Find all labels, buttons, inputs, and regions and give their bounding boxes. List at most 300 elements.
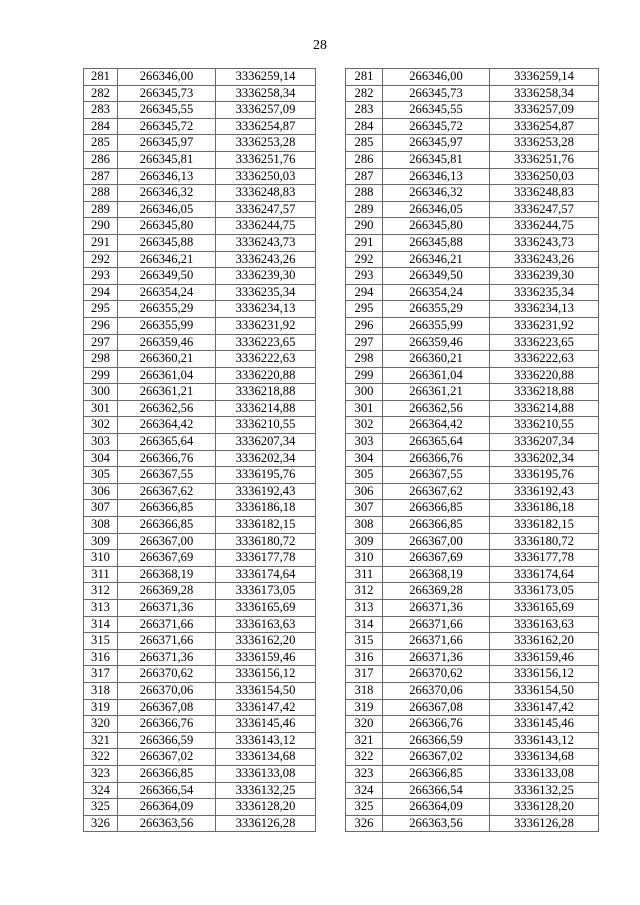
table-row	[346, 69, 599, 86]
x-coordinate-cell: 266345,72	[118, 118, 216, 135]
point-number-cell: 288	[346, 185, 383, 202]
table-row	[84, 682, 316, 699]
table-row	[346, 517, 599, 534]
y-coordinate-cell: 3336220,88	[216, 367, 316, 384]
y-coordinate-cell: 3336147,42	[490, 699, 599, 716]
x-coordinate-cell: 266363,56	[383, 815, 490, 832]
point-number-cell: 304	[84, 450, 118, 467]
point-number-cell: 292	[84, 251, 118, 268]
y-coordinate-cell: 3336243,73	[216, 234, 316, 251]
point-number-cell: 285	[346, 135, 383, 152]
y-coordinate-cell: 3336186,18	[216, 500, 316, 517]
table-row	[346, 566, 599, 583]
y-coordinate-cell: 3336235,34	[490, 284, 599, 301]
table-row	[84, 417, 316, 434]
table-row	[84, 334, 316, 351]
table-row	[346, 616, 599, 633]
y-coordinate-cell: 3336195,76	[490, 467, 599, 484]
y-coordinate-cell: 3336145,46	[216, 716, 316, 733]
x-coordinate-cell: 266345,55	[118, 102, 216, 119]
x-coordinate-cell: 266354,24	[383, 284, 490, 301]
point-number-cell: 291	[84, 234, 118, 251]
y-coordinate-cell: 3336126,28	[490, 815, 599, 832]
point-number-cell: 318	[84, 682, 118, 699]
y-coordinate-cell: 3336133,08	[490, 765, 599, 782]
x-coordinate-cell: 266361,04	[118, 367, 216, 384]
x-coordinate-cell: 266345,81	[118, 151, 216, 168]
x-coordinate-cell: 266371,36	[118, 649, 216, 666]
table-row	[346, 500, 599, 517]
y-coordinate-cell: 3336235,34	[216, 284, 316, 301]
table-row	[84, 69, 316, 86]
table-row	[84, 533, 316, 550]
y-coordinate-cell: 3336254,87	[216, 118, 316, 135]
y-coordinate-cell: 3336134,68	[490, 749, 599, 766]
x-coordinate-cell: 266366,76	[118, 450, 216, 467]
point-number-cell: 313	[84, 600, 118, 617]
table-row	[346, 815, 599, 832]
y-coordinate-cell: 3336214,88	[490, 400, 599, 417]
x-coordinate-cell: 266349,50	[118, 268, 216, 285]
point-number-cell: 309	[84, 533, 118, 550]
y-coordinate-cell: 3336223,65	[490, 334, 599, 351]
x-coordinate-cell: 266359,46	[118, 334, 216, 351]
x-coordinate-cell: 266346,21	[383, 251, 490, 268]
point-number-cell: 295	[84, 301, 118, 318]
y-coordinate-cell: 3336145,46	[490, 716, 599, 733]
table-row	[346, 782, 599, 799]
point-number-cell: 294	[346, 284, 383, 301]
y-coordinate-cell: 3336162,20	[490, 633, 599, 650]
point-number-cell: 292	[346, 251, 383, 268]
y-coordinate-cell: 3336253,28	[216, 135, 316, 152]
table-row	[346, 334, 599, 351]
point-number-cell: 299	[346, 367, 383, 384]
y-coordinate-cell: 3336192,43	[490, 483, 599, 500]
y-coordinate-cell: 3336251,76	[490, 151, 599, 168]
point-number-cell: 325	[346, 799, 383, 816]
x-coordinate-cell: 266355,29	[118, 301, 216, 318]
point-number-cell: 293	[346, 268, 383, 285]
coordinates-table-right	[345, 68, 599, 832]
x-coordinate-cell: 266364,42	[383, 417, 490, 434]
table-row	[84, 185, 316, 202]
point-number-cell: 294	[84, 284, 118, 301]
x-coordinate-cell: 266345,73	[118, 85, 216, 102]
x-coordinate-cell: 266346,13	[118, 168, 216, 185]
table-row	[84, 151, 316, 168]
table-row	[84, 633, 316, 650]
x-coordinate-cell: 266345,80	[383, 218, 490, 235]
x-coordinate-cell: 266371,36	[383, 649, 490, 666]
table-row	[84, 268, 316, 285]
point-number-cell: 307	[346, 500, 383, 517]
point-number-cell: 288	[84, 185, 118, 202]
table-row	[84, 649, 316, 666]
table-row	[346, 483, 599, 500]
x-coordinate-cell: 266366,85	[118, 500, 216, 517]
table-row	[84, 351, 316, 368]
table-row	[346, 85, 599, 102]
x-coordinate-cell: 266367,02	[118, 749, 216, 766]
point-number-cell: 284	[84, 118, 118, 135]
x-coordinate-cell: 266371,66	[118, 633, 216, 650]
y-coordinate-cell: 3336253,28	[490, 135, 599, 152]
table-row	[346, 699, 599, 716]
y-coordinate-cell: 3336126,28	[216, 815, 316, 832]
y-coordinate-cell: 3336143,12	[490, 732, 599, 749]
point-number-cell: 313	[346, 600, 383, 617]
table-row	[84, 666, 316, 683]
point-number-cell: 305	[84, 467, 118, 484]
point-number-cell: 282	[346, 85, 383, 102]
point-number-cell: 295	[346, 301, 383, 318]
point-number-cell: 316	[84, 649, 118, 666]
x-coordinate-cell: 266371,36	[383, 600, 490, 617]
y-coordinate-cell: 3336243,26	[490, 251, 599, 268]
y-coordinate-cell: 3336182,15	[490, 517, 599, 534]
x-coordinate-cell: 266371,66	[118, 616, 216, 633]
y-coordinate-cell: 3336165,69	[216, 600, 316, 617]
y-coordinate-cell: 3336174,64	[490, 566, 599, 583]
y-coordinate-cell: 3336143,12	[216, 732, 316, 749]
table-row	[84, 732, 316, 749]
table-row	[346, 118, 599, 135]
y-coordinate-cell: 3336222,63	[216, 351, 316, 368]
y-coordinate-cell: 3336244,75	[216, 218, 316, 235]
point-number-cell: 315	[84, 633, 118, 650]
y-coordinate-cell: 3336254,87	[490, 118, 599, 135]
x-coordinate-cell: 266365,64	[118, 434, 216, 451]
y-coordinate-cell: 3336182,15	[216, 517, 316, 534]
table-row	[84, 102, 316, 119]
x-coordinate-cell: 266361,04	[383, 367, 490, 384]
x-coordinate-cell: 266367,00	[383, 533, 490, 550]
x-coordinate-cell: 266367,08	[118, 699, 216, 716]
x-coordinate-cell: 266371,66	[383, 616, 490, 633]
table-row	[346, 151, 599, 168]
table-row	[84, 765, 316, 782]
table-row	[346, 450, 599, 467]
x-coordinate-cell: 266361,21	[118, 384, 216, 401]
table-row	[346, 201, 599, 218]
point-number-cell: 303	[84, 434, 118, 451]
x-coordinate-cell: 266345,55	[383, 102, 490, 119]
table-row	[84, 600, 316, 617]
table-row	[84, 367, 316, 384]
table-row	[84, 201, 316, 218]
y-coordinate-cell: 3336247,57	[490, 201, 599, 218]
point-number-cell: 298	[84, 351, 118, 368]
x-coordinate-cell: 266367,55	[118, 467, 216, 484]
point-number-cell: 318	[346, 682, 383, 699]
table-row	[346, 251, 599, 268]
x-coordinate-cell: 266369,28	[118, 583, 216, 600]
y-coordinate-cell: 3336134,68	[216, 749, 316, 766]
x-coordinate-cell: 266368,19	[383, 566, 490, 583]
y-coordinate-cell: 3336251,76	[216, 151, 316, 168]
table-row	[346, 102, 599, 119]
x-coordinate-cell: 266366,85	[383, 765, 490, 782]
x-coordinate-cell: 266345,97	[383, 135, 490, 152]
table-row	[346, 765, 599, 782]
y-coordinate-cell: 3336177,78	[490, 550, 599, 567]
table-row	[84, 583, 316, 600]
x-coordinate-cell: 266367,02	[383, 749, 490, 766]
y-coordinate-cell: 3336234,13	[216, 301, 316, 318]
x-coordinate-cell: 266346,00	[118, 69, 216, 86]
point-number-cell: 320	[84, 716, 118, 733]
table-row	[84, 118, 316, 135]
x-coordinate-cell: 266367,08	[383, 699, 490, 716]
x-coordinate-cell: 266366,85	[383, 500, 490, 517]
point-number-cell: 317	[346, 666, 383, 683]
y-coordinate-cell: 3336257,09	[216, 102, 316, 119]
x-coordinate-cell: 266360,21	[383, 351, 490, 368]
y-coordinate-cell: 3336163,63	[216, 616, 316, 633]
point-number-cell: 307	[84, 500, 118, 517]
table-row	[346, 732, 599, 749]
point-number-cell: 303	[346, 434, 383, 451]
table-row	[346, 467, 599, 484]
y-coordinate-cell: 3336220,88	[490, 367, 599, 384]
x-coordinate-cell: 266346,05	[383, 201, 490, 218]
point-number-cell: 304	[346, 450, 383, 467]
table-row	[346, 682, 599, 699]
y-coordinate-cell: 3336173,05	[216, 583, 316, 600]
x-coordinate-cell: 266370,62	[383, 666, 490, 683]
table-row	[84, 616, 316, 633]
table-row	[84, 301, 316, 318]
table-row	[346, 234, 599, 251]
point-number-cell: 284	[346, 118, 383, 135]
table-row	[346, 268, 599, 285]
x-coordinate-cell: 266366,59	[118, 732, 216, 749]
y-coordinate-cell: 3336239,30	[216, 268, 316, 285]
x-coordinate-cell: 266345,73	[383, 85, 490, 102]
point-number-cell: 283	[84, 102, 118, 119]
y-coordinate-cell: 3336218,88	[216, 384, 316, 401]
point-number-cell: 315	[346, 633, 383, 650]
table-row	[84, 749, 316, 766]
x-coordinate-cell: 266346,32	[118, 185, 216, 202]
table-row	[84, 782, 316, 799]
table-row	[84, 168, 316, 185]
x-coordinate-cell: 266364,09	[383, 799, 490, 816]
y-coordinate-cell: 3336154,50	[490, 682, 599, 699]
x-coordinate-cell: 266355,29	[383, 301, 490, 318]
table-row	[346, 533, 599, 550]
x-coordinate-cell: 266349,50	[383, 268, 490, 285]
x-coordinate-cell: 266370,06	[118, 682, 216, 699]
y-coordinate-cell: 3336159,46	[490, 649, 599, 666]
point-number-cell: 296	[346, 317, 383, 334]
x-coordinate-cell: 266362,56	[383, 400, 490, 417]
table-row	[346, 168, 599, 185]
y-coordinate-cell: 3336250,03	[216, 168, 316, 185]
x-coordinate-cell: 266366,54	[383, 782, 490, 799]
page-number: 28	[313, 38, 327, 53]
table-row	[84, 85, 316, 102]
x-coordinate-cell: 266367,00	[118, 533, 216, 550]
point-number-cell: 325	[84, 799, 118, 816]
point-number-cell: 310	[346, 550, 383, 567]
point-number-cell: 323	[84, 765, 118, 782]
table-row	[346, 583, 599, 600]
point-number-cell: 326	[84, 815, 118, 832]
point-number-cell: 286	[84, 151, 118, 168]
table-row	[84, 400, 316, 417]
point-number-cell: 319	[84, 699, 118, 716]
table-row	[84, 716, 316, 733]
table-row	[346, 600, 599, 617]
point-number-cell: 311	[84, 566, 118, 583]
x-coordinate-cell: 266361,21	[383, 384, 490, 401]
point-number-cell: 312	[346, 583, 383, 600]
y-coordinate-cell: 3336207,34	[216, 434, 316, 451]
point-number-cell: 301	[346, 400, 383, 417]
table-row	[84, 467, 316, 484]
x-coordinate-cell: 266345,88	[383, 234, 490, 251]
point-number-cell: 301	[84, 400, 118, 417]
point-number-cell: 299	[84, 367, 118, 384]
x-coordinate-cell: 266366,76	[383, 450, 490, 467]
y-coordinate-cell: 3336156,12	[490, 666, 599, 683]
table-row	[346, 649, 599, 666]
y-coordinate-cell: 3336128,20	[216, 799, 316, 816]
coordinates-table-left	[83, 68, 316, 832]
x-coordinate-cell: 266367,55	[383, 467, 490, 484]
point-number-cell: 306	[84, 483, 118, 500]
table-row	[84, 135, 316, 152]
x-coordinate-cell: 266345,80	[118, 218, 216, 235]
y-coordinate-cell: 3336133,08	[216, 765, 316, 782]
y-coordinate-cell: 3336210,55	[216, 417, 316, 434]
point-number-cell: 293	[84, 268, 118, 285]
table-row	[346, 716, 599, 733]
point-number-cell: 310	[84, 550, 118, 567]
table-row	[84, 799, 316, 816]
table-row	[84, 317, 316, 334]
point-number-cell: 298	[346, 351, 383, 368]
table-row	[346, 434, 599, 451]
point-number-cell: 320	[346, 716, 383, 733]
point-number-cell: 287	[346, 168, 383, 185]
y-coordinate-cell: 3336202,34	[216, 450, 316, 467]
table-row	[346, 218, 599, 235]
point-number-cell: 289	[84, 201, 118, 218]
y-coordinate-cell: 3336174,64	[216, 566, 316, 583]
y-coordinate-cell: 3336210,55	[490, 417, 599, 434]
x-coordinate-cell: 266367,62	[118, 483, 216, 500]
x-coordinate-cell: 266346,21	[118, 251, 216, 268]
y-coordinate-cell: 3336248,83	[490, 185, 599, 202]
table-row	[84, 483, 316, 500]
x-coordinate-cell: 266364,42	[118, 417, 216, 434]
y-coordinate-cell: 3336231,92	[216, 317, 316, 334]
point-number-cell: 317	[84, 666, 118, 683]
table-row	[346, 135, 599, 152]
y-coordinate-cell: 3336222,63	[490, 351, 599, 368]
point-number-cell: 308	[84, 517, 118, 534]
y-coordinate-cell: 3336257,09	[490, 102, 599, 119]
x-coordinate-cell: 266367,69	[118, 550, 216, 567]
table-row	[346, 301, 599, 318]
y-coordinate-cell: 3336250,03	[490, 168, 599, 185]
y-coordinate-cell: 3336180,72	[216, 533, 316, 550]
x-coordinate-cell: 266371,36	[118, 600, 216, 617]
x-coordinate-cell: 266370,62	[118, 666, 216, 683]
table-row	[84, 218, 316, 235]
y-coordinate-cell: 3336234,13	[490, 301, 599, 318]
x-coordinate-cell: 266364,09	[118, 799, 216, 816]
point-number-cell: 314	[84, 616, 118, 633]
table-row	[346, 400, 599, 417]
table-row	[84, 384, 316, 401]
point-number-cell: 321	[346, 732, 383, 749]
x-coordinate-cell: 266370,06	[383, 682, 490, 699]
point-number-cell: 312	[84, 583, 118, 600]
y-coordinate-cell: 3336244,75	[490, 218, 599, 235]
point-number-cell: 316	[346, 649, 383, 666]
point-number-cell: 309	[346, 533, 383, 550]
y-coordinate-cell: 3336239,30	[490, 268, 599, 285]
point-number-cell: 289	[346, 201, 383, 218]
table-row	[346, 633, 599, 650]
y-coordinate-cell: 3336259,14	[216, 69, 316, 86]
x-coordinate-cell: 266366,76	[383, 716, 490, 733]
x-coordinate-cell: 266345,88	[118, 234, 216, 251]
point-number-cell: 321	[84, 732, 118, 749]
y-coordinate-cell: 3336218,88	[490, 384, 599, 401]
y-coordinate-cell: 3336247,57	[216, 201, 316, 218]
x-coordinate-cell: 266346,00	[383, 69, 490, 86]
table-row	[346, 351, 599, 368]
x-coordinate-cell: 266346,13	[383, 168, 490, 185]
table-row	[346, 384, 599, 401]
point-number-cell: 305	[346, 467, 383, 484]
table-row	[84, 517, 316, 534]
table-row	[84, 699, 316, 716]
y-coordinate-cell: 3336173,05	[490, 583, 599, 600]
y-coordinate-cell: 3336258,34	[490, 85, 599, 102]
x-coordinate-cell: 266366,59	[383, 732, 490, 749]
point-number-cell: 286	[346, 151, 383, 168]
table-row	[84, 500, 316, 517]
x-coordinate-cell: 266371,66	[383, 633, 490, 650]
x-coordinate-cell: 266367,62	[383, 483, 490, 500]
point-number-cell: 281	[84, 69, 118, 86]
y-coordinate-cell: 3336214,88	[216, 400, 316, 417]
point-number-cell: 311	[346, 566, 383, 583]
table-row	[346, 550, 599, 567]
point-number-cell: 306	[346, 483, 383, 500]
x-coordinate-cell: 266366,76	[118, 716, 216, 733]
x-coordinate-cell: 266368,19	[118, 566, 216, 583]
x-coordinate-cell: 266367,69	[383, 550, 490, 567]
point-number-cell: 285	[84, 135, 118, 152]
point-number-cell: 302	[84, 417, 118, 434]
point-number-cell: 314	[346, 616, 383, 633]
point-number-cell: 282	[84, 85, 118, 102]
table-row	[84, 450, 316, 467]
y-coordinate-cell: 3336180,72	[490, 533, 599, 550]
table-row	[84, 234, 316, 251]
y-coordinate-cell: 3336132,25	[216, 782, 316, 799]
table-row	[346, 417, 599, 434]
point-number-cell: 308	[346, 517, 383, 534]
table-body-right	[346, 69, 599, 832]
